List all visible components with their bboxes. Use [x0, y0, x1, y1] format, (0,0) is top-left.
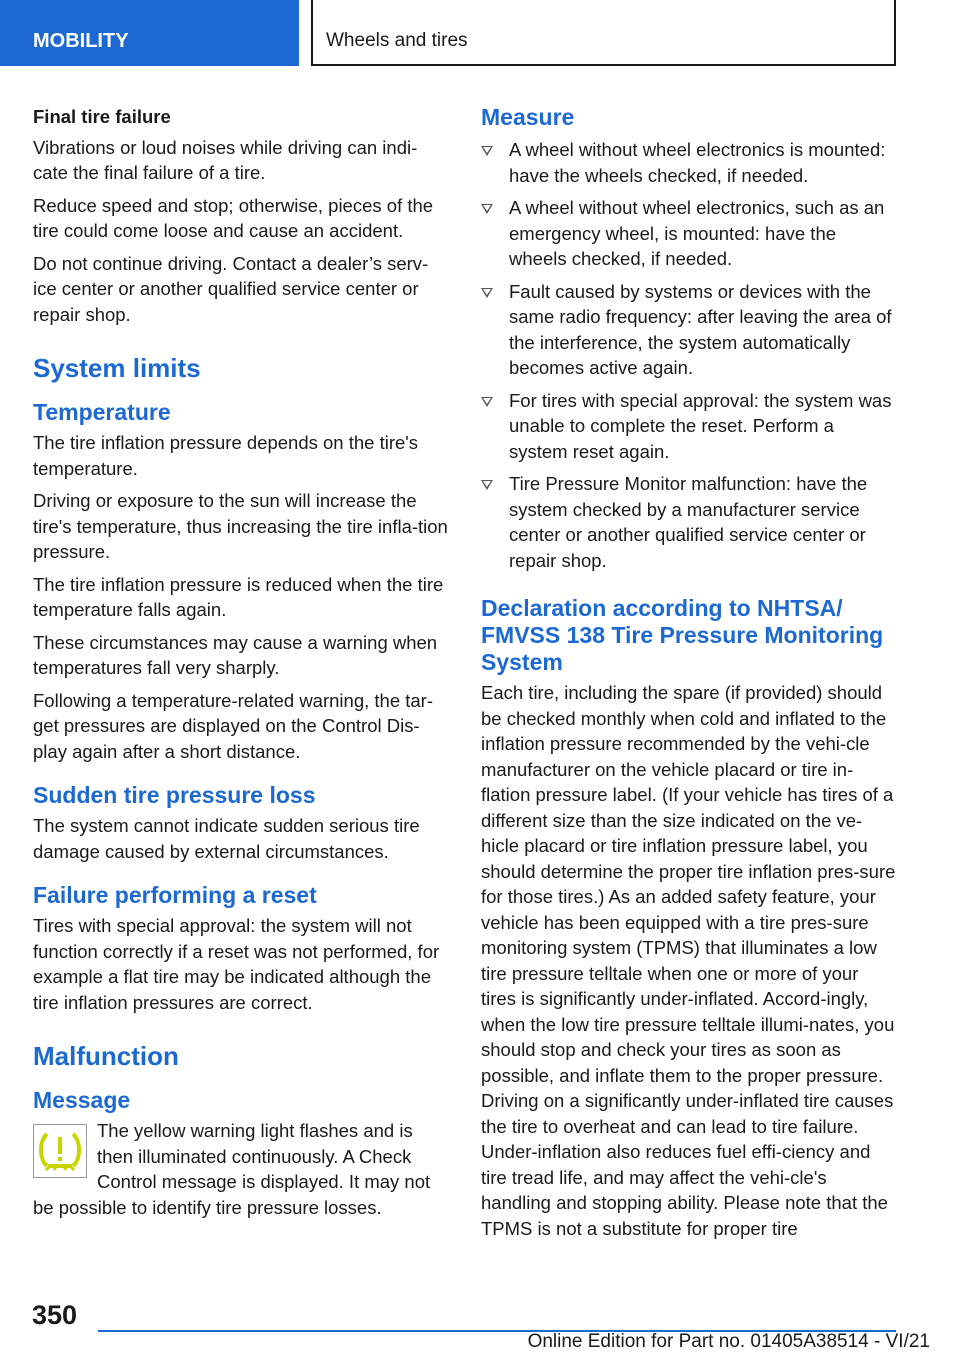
final-failure-paragraph-2: Reduce speed and stop; otherwise, pieces of the tire could come loose and cause an accident.: [33, 194, 434, 241]
bullet-triangle-icon: [481, 480, 493, 490]
bullet-triangle-icon: [481, 288, 493, 298]
final-failure-paragraph-3: Do not continue driving. Contact a dealer’s serv-ice center or another qualified service center or repair shop.: [33, 252, 429, 325]
temperature-paragraph-3: The tire inflation pressure is reduced when the tire temperature falls again.: [33, 573, 444, 620]
page-number: 350: [32, 1300, 78, 1330]
list-item: A wheel without wheel electronics, such as an emergency wheel, is mounted: have the wheels checked, if needed.: [481, 195, 897, 272]
temperature-paragraph-2: Driving or exposure to the sun will increase the tire's temperature, thus increasing the tire infla-tion pressure.: [33, 490, 448, 562]
bullet-triangle-icon: [481, 204, 493, 214]
edition-note: Online Edition for Part no. 01405A38514 - VI/21: [527, 1331, 930, 1352]
temperature-paragraph-5: Following a temperature-related warning, the tar-get pressures are displayed on the Control Dis-play again after a short distance.: [33, 689, 433, 762]
list-item: Tire Pressure Monitor malfunction: have the system checked by a manufacturer service center or another qualified service center or repair shop.: [481, 471, 897, 573]
message-paragraph: The yellow warning light flashes and is then illuminated continuously. A Check Control message is displayed. It may not be possible to identify tire pressure losses.: [33, 1120, 431, 1218]
chapter-title-box: [311, 0, 896, 66]
final-failure-paragraph-1: Vibrations or loud noises while driving can indi-cate the final failure of a tire.: [33, 136, 418, 183]
failure-reset-paragraph: Tires with special approval: the system will not function correctly if a reset was not performed, for example a flat tire may be indicated although the tire inflation pressures are correct.: [33, 915, 440, 1013]
list-item: A wheel without wheel electronics is mounted: have the wheels checked, if needed.: [481, 137, 897, 188]
chapter-title: Wheels and tires: [326, 30, 468, 51]
left-column: [33, 104, 449, 1227]
list-item: Fault caused by systems or devices with the same radio frequency: after leaving the area of the interference, the system automatically becomes active again.: [481, 279, 897, 381]
sudden-loss-heading: Sudden tire pressure loss: [33, 782, 316, 808]
list-item: For tires with special approval: the system was unable to complete the reset. Perform a system reset again.: [481, 388, 897, 465]
failure-reset-heading: Failure performing a reset: [33, 882, 317, 908]
section-tab: [0, 0, 299, 66]
bullet-triangle-icon: [481, 397, 493, 407]
temperature-paragraph-4: These circumstances may cause a warning when temperatures fall very sharply.: [33, 631, 438, 678]
section-label: MOBILITY: [33, 30, 129, 52]
system-limits-heading: System limits: [33, 353, 201, 383]
declaration-paragraph: Each tire, including the spare (if provided) should be checked monthly when cold and inflated to the inflation pressure recommended by the vehi-cle manufacturer on the vehicle placard or tire in-flation pressure label. (If your vehicle has tires of a different size than the size indicated on the ve-hicle placard or tire inflation pressure label, you should determine the proper tire inflation pres-sure for those tires.) As an added safety feature, your vehicle has been equipped with a tire pres-sure monitoring system (TPMS) that illuminates a low tire pressure telltale when one or more of your tires is significantly under-inflated. Accord-ingly, when the low tire pressure telltale illumi-nates, you should stop and check your tires as soon as possible, and inflate them to the proper pressure. Driving on a significantly under-inflated tire causes the tire to overheat and can lead to tire failure. Under-inflation also reduces fuel effi-ciency and tire tread life, and may affect the vehi-cle's handling and stopping ability. Please note that the TPMS is not a substitute for proper tire: [481, 682, 896, 1239]
temperature-paragraph-1: The tire inflation pressure depends on the tire's temperature.: [33, 432, 419, 479]
temperature-heading: Temperature: [33, 399, 171, 425]
declaration-heading: Declaration according to NHTSA/ FMVSS 138 Tire Pressure Monitoring System: [481, 595, 884, 675]
tire-pressure-warning-icon: [33, 1124, 87, 1178]
measure-heading: Measure: [481, 104, 575, 130]
sudden-loss-paragraph: The system cannot indicate sudden serious tire damage caused by external circumstances.: [33, 815, 420, 862]
right-column: [481, 104, 897, 1248]
message-heading: Message: [33, 1087, 131, 1113]
final-tire-failure-heading: Final tire failure: [33, 106, 171, 127]
malfunction-heading: Malfunction: [33, 1041, 179, 1071]
bullet-triangle-icon: [481, 146, 493, 156]
measure-list: [481, 137, 897, 573]
